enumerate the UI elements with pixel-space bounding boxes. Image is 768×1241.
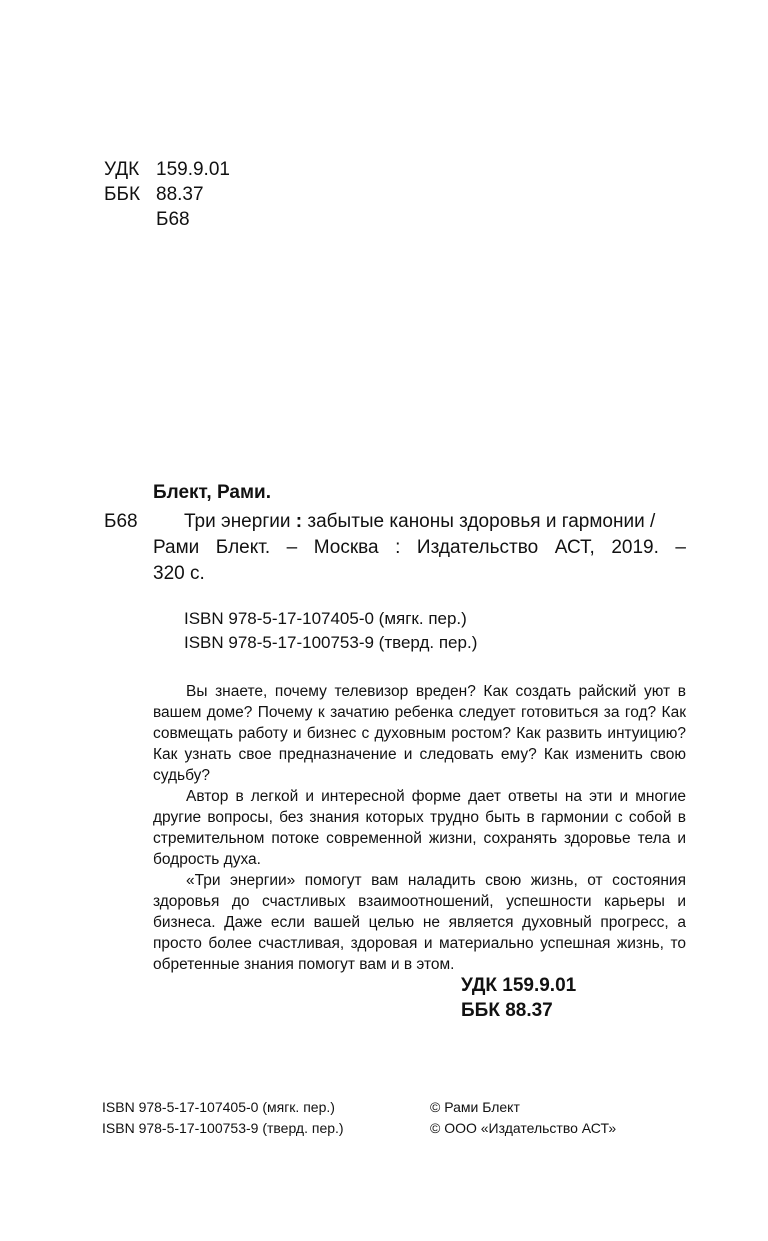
title-main: Три энергии: [184, 511, 291, 532]
footer-isbn-hard: ISBN 978-5-17-100753-9 (тверд. пер.): [102, 1120, 344, 1136]
title-separator: :: [295, 511, 303, 532]
top-classification: [104, 157, 230, 232]
footer-copyright: [430, 1097, 616, 1139]
title-rest: забытые каноны здоровья и гармонии /: [302, 511, 656, 532]
annotation: [153, 681, 686, 975]
copyright-author: © Рами Блект: [430, 1099, 520, 1115]
entry-line-3: 320 с.: [153, 563, 205, 584]
copyright-publisher: © ООО «Издательство АСТ»: [430, 1120, 617, 1136]
author-heading: Блект, Рами.: [153, 482, 271, 503]
entry-line-1: [184, 509, 655, 535]
footer-isbn-soft: ISBN 978-5-17-107405-0 (мягк. пер.): [102, 1099, 335, 1115]
udk-label: УДК: [104, 159, 140, 180]
bbk-bottom: ББК 88.37: [461, 1000, 553, 1021]
bbk-label: ББК: [104, 184, 141, 205]
footer-isbn: [102, 1097, 344, 1139]
bottom-classification: [461, 973, 576, 1023]
udk-value: 159.9.01: [156, 159, 230, 180]
author-sign-top: Б68: [156, 209, 190, 230]
isbn-soft: ISBN 978-5-17-107405-0 (мягк. пер.): [184, 609, 467, 628]
isbn-main-list: [184, 607, 477, 655]
entry-line-2: Рами Блект. – Москва : Издательство АСТ, 2019. –: [153, 537, 686, 558]
annotation-paragraph-2: Автор в легкой и интересной форме дает ответы на эти и многие другие вопросы, без знания которых трудно быть в гармонии с собой в стремительном потоке современной жизни, сохранять здоровье тела и бодрость духа.: [153, 788, 686, 868]
annotation-paragraph-3: «Три энергии» помогут вам наладить свою жизнь, от состояния здоровья до счастливых взаимоотношений, успешности карьеры и бизнеса. Даже если вашей целью не является духовный прогресс, а просто более счастливая, здоровая и материально успешная жизнь, то обретенные знания помогут вам и в этом.: [153, 872, 686, 973]
bbk-line: [104, 182, 230, 207]
annotation-paragraph-1: Вы знаете, почему телевизор вреден? Как создать райский уют в вашем доме? Почему к зачатию ребенка следует готовиться за год? Как совмещать работу и бизнес с духовным ростом? Как развить интуицию? Как узнать свое предназначение и следовать ему? Как изменить свою судьбу?: [153, 683, 686, 784]
author-sign-margin: Б68: [104, 511, 138, 532]
bbk-value: 88.37: [156, 184, 204, 205]
udk-bottom: УДК 159.9.01: [461, 975, 577, 996]
isbn-hard: ISBN 978-5-17-100753-9 (тверд. пер.): [184, 633, 478, 652]
udk-line: [104, 157, 230, 182]
